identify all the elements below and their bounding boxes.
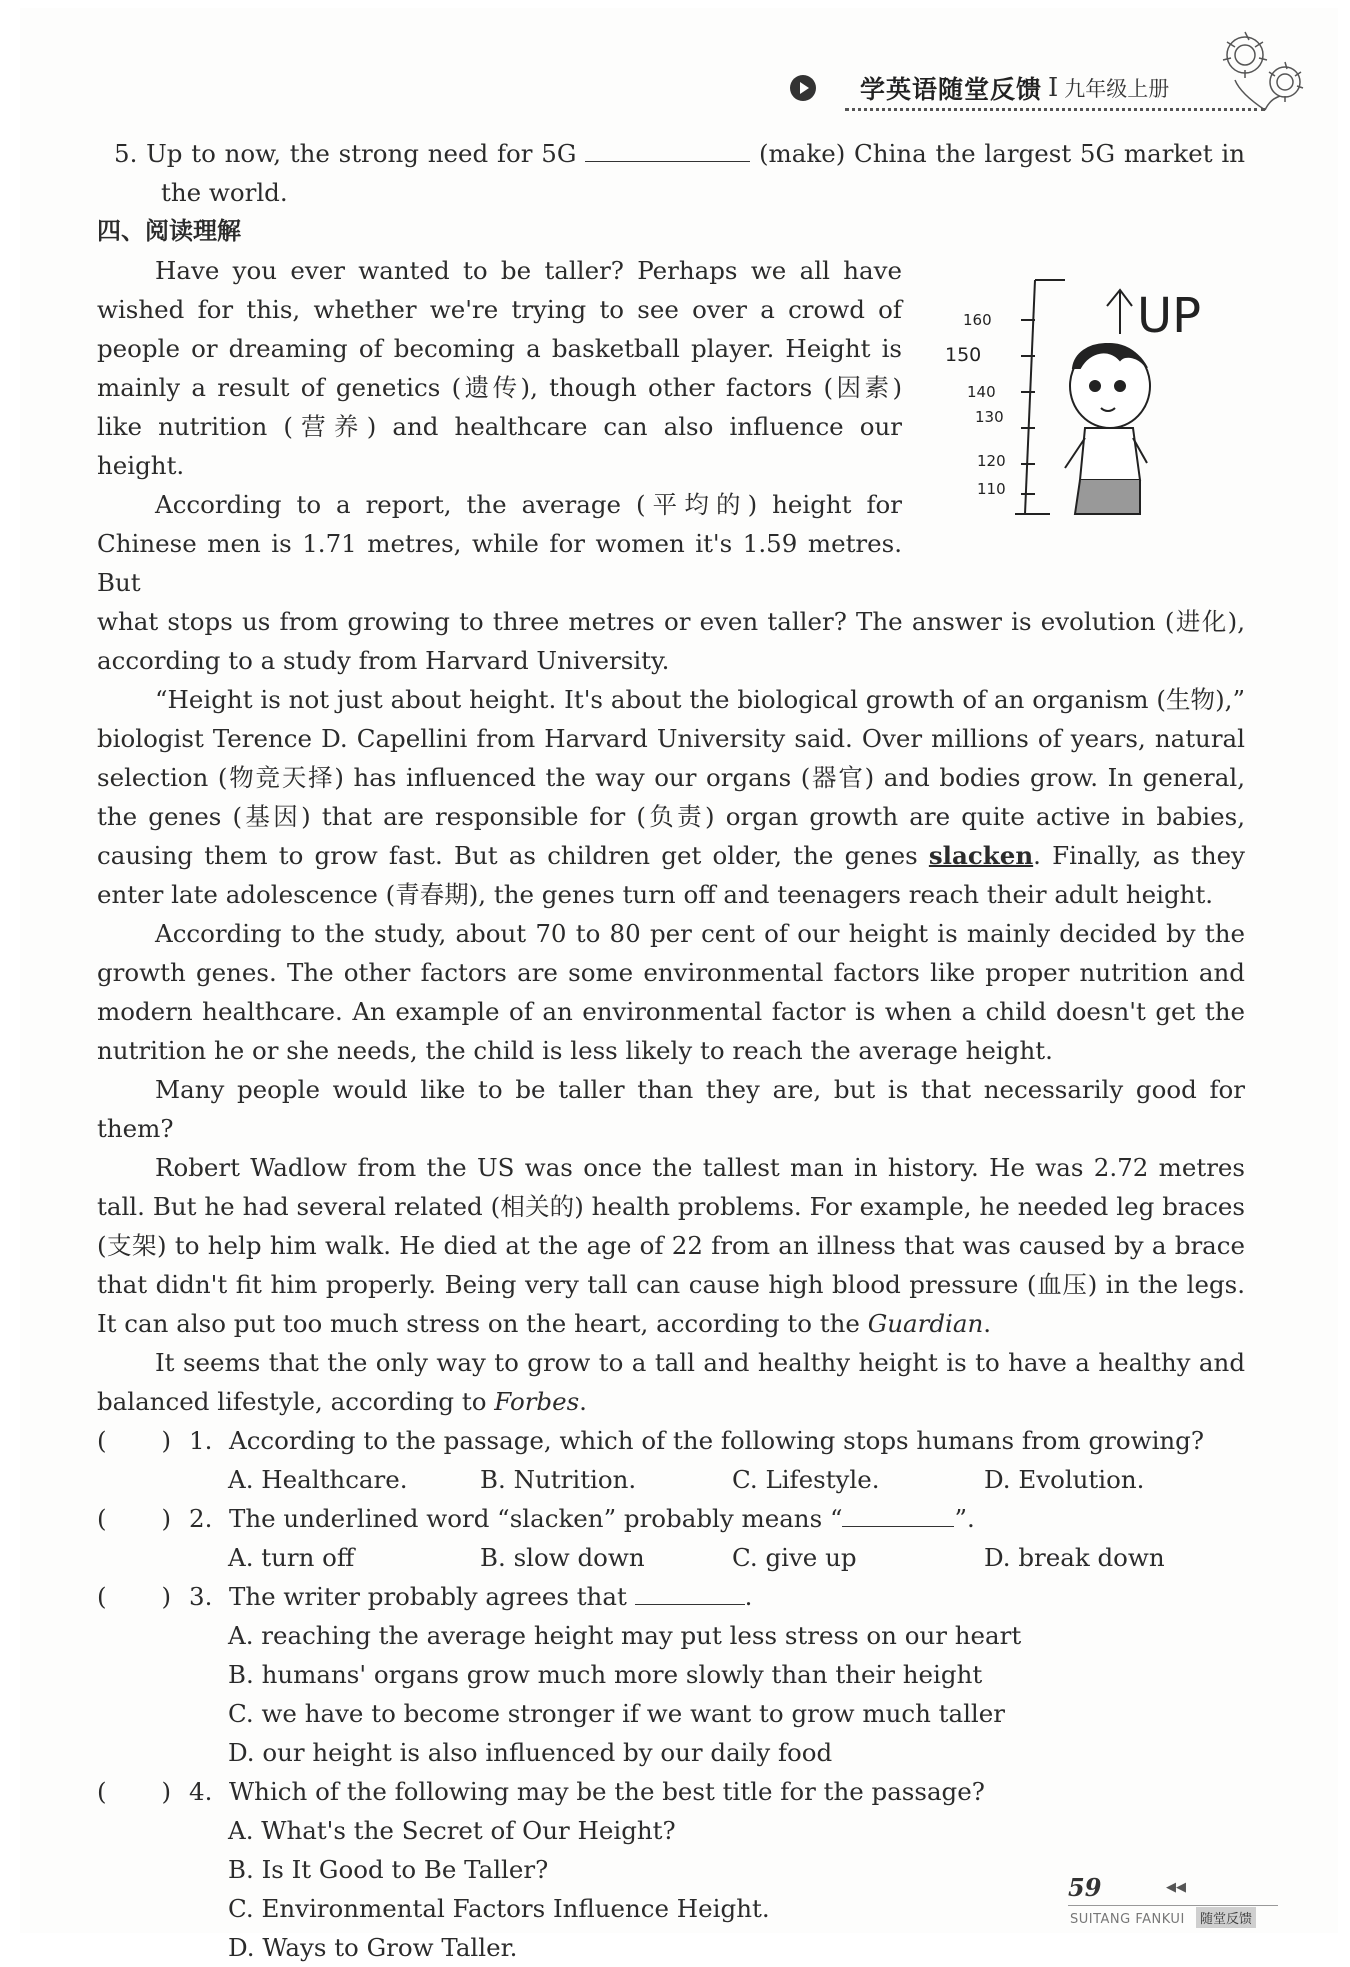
option-b[interactable]: B. Is It Good to Be Taller? (228, 1855, 549, 1884)
option-c[interactable]: C. Environmental Factors Influence Height. (228, 1894, 770, 1923)
height-label-150: 150 (945, 344, 982, 366)
height-label-140: 140 (967, 383, 996, 401)
passage-paragraph-6 (97, 1148, 1245, 1343)
header-dotted-rule (845, 108, 1265, 111)
option-b[interactable]: B. humans' organs grow much more slowly than their height (228, 1660, 983, 1689)
option-b[interactable]: B. slow down (480, 1543, 645, 1572)
question-number: 3. (189, 1582, 213, 1611)
source-forbes: Forbes (494, 1387, 580, 1416)
grade-label: 九年级上册 (1064, 77, 1170, 101)
passage-paragraph-7 (97, 1343, 1245, 1421)
sunflower-decoration-icon (1205, 20, 1320, 135)
paragraph-7-text-a: It seems that the only way to grow to a tall and healthy height is to have a healthy and balanced lifestyle, according to (97, 1348, 1245, 1416)
paragraph-3-text-a: “Height is not just about height. It's about the biological growth of an organism (生物),” biologist Terence D. Capellini from Harvard University said. Over millions of years, natural selection (物竞天择) has influenced the way our organs (器官) and bodies grow. In general, the genes (基因) that are responsible for (负责) organ growth are quite active in babies, causing them to grow fast. But as children get older, the genes (97, 685, 1245, 870)
section-title: 四、阅读理解 (97, 217, 241, 245)
height-label-130: 130 (975, 408, 1004, 426)
question-number: 2. (189, 1504, 213, 1533)
play-circle-icon (790, 75, 816, 101)
passage-paragraph-2-part-2: what stops us from growing to three metres or even taller? The answer is evolution (进化), according to a study from Harvard University. (97, 607, 1245, 675)
option-a[interactable]: A. What's the Secret of Our Height? (228, 1816, 676, 1845)
footer-rule (1068, 1905, 1278, 1906)
passage-paragraph-2-part-1: According to a report, the average (平均的) height for Chinese men is 1.71 metres, while for women it's 1.59 metres. But (97, 490, 902, 597)
passage-paragraph-4: According to the study, about 70 to 80 per cent of our height is mainly decided by the growth genes. The other factors are some environmental factors like proper nutrition and modern healthcare. An example of an environmental factor is when a child doesn't get the nutrition he or she needs, the child is less likely to reach the average height. (97, 919, 1245, 1065)
paragraph-3-text-b: . Finally, as they enter late adolescence (青春期), the genes turn off and teenagers reach their adult height. (97, 841, 1245, 909)
footer-pinyin: SUITANG FANKUI (1070, 1912, 1185, 1927)
height-label-160: 160 (963, 311, 992, 329)
page-content (97, 134, 1245, 1967)
option-a[interactable]: A. reaching the average height may put less stress on our heart (228, 1621, 1022, 1650)
question-3 (97, 1577, 1245, 1616)
exercise-5-text-before: Up to now, the strong need for 5G (146, 139, 586, 168)
book-title: 学英语随堂反馈 (860, 75, 1043, 104)
question-3-blank[interactable] (635, 1581, 745, 1605)
exercise-5 (114, 134, 1245, 212)
question-1-options (97, 1460, 1245, 1499)
question-text: Which of the following may be the best title for the passage? (229, 1777, 985, 1806)
passage-paragraph-1: Have you ever wanted to be taller? Perhaps we all have wished for this, whether we're trying to see over a crowd of people or dreaming of becoming a basketball player. Height is mainly a result of genetics (遗传), though other factors (因素) like nutrition (营养) and healthcare can also influence our height. (97, 256, 902, 480)
exercise-5-text-after: (make) China the largest 5G market in the world. (161, 139, 1245, 207)
height-label-120: 120 (977, 452, 1006, 470)
question-2-blank[interactable] (842, 1503, 954, 1527)
passage-paragraph-3 (97, 680, 1245, 914)
option-d[interactable]: D. our height is also influenced by our daily food (228, 1738, 833, 1767)
option-c[interactable]: C. Lifestyle. (732, 1465, 880, 1494)
exercise-5-blank[interactable] (585, 138, 750, 162)
option-a[interactable]: A. Healthcare. (228, 1465, 408, 1494)
option-d[interactable]: D. Ways to Grow Taller. (228, 1933, 518, 1962)
question-number: 1. (189, 1426, 213, 1455)
back-arrows-icon: ◀◀ (1166, 1880, 1186, 1895)
answer-bracket[interactable]: ( ) (97, 1777, 171, 1806)
question-text: The underlined word “slacken” probably means “ ”. (229, 1504, 975, 1533)
answer-bracket[interactable]: ( ) (97, 1426, 171, 1455)
option-b[interactable]: B. Nutrition. (480, 1465, 637, 1494)
option-a[interactable]: A. turn off (228, 1543, 355, 1572)
question-1 (97, 1421, 1245, 1460)
source-guardian: Guardian (867, 1309, 984, 1338)
question-2-options (97, 1538, 1245, 1577)
answer-bracket[interactable]: ( ) (97, 1504, 171, 1533)
page-header (790, 68, 1169, 108)
option-d[interactable]: D. Evolution. (984, 1465, 1145, 1494)
question-text: According to the passage, which of the following stops humans from growing? (229, 1426, 1204, 1455)
question-number: 4. (189, 1777, 213, 1806)
option-c[interactable]: C. we have to become stronger if we want to grow much taller (228, 1699, 1005, 1728)
question-4 (97, 1772, 1245, 1811)
paragraph-6-text-b: . (983, 1309, 992, 1338)
question-text: The writer probably agrees that . (229, 1582, 753, 1611)
passage-paragraph-5: Many people would like to be taller than they are, but is that necessarily good for them? (97, 1075, 1245, 1143)
height-label-110: 110 (977, 480, 1006, 498)
question-2 (97, 1499, 1245, 1538)
footer-label: 随堂反馈 (1196, 1907, 1256, 1928)
answer-bracket[interactable]: ( ) (97, 1582, 171, 1611)
up-caption: UP (1137, 288, 1202, 344)
paragraph-7-text-b: . (579, 1387, 587, 1416)
option-c[interactable]: C. give up (732, 1543, 857, 1572)
exercise-5-number: 5. (114, 139, 138, 168)
paragraph-6-text-a: Robert Wadlow from the US was once the tallest man in history. He was 2.72 metres tall. But he had several related (相关的) health problems. For example, he needed leg braces (支架) to help him walk. He died at the age of 22 from an illness that was caused by a brace that didn't fit him properly. Being very tall can cause high blood pressure (血压) in the legs. It can also put too much stress on the heart, according to the (97, 1153, 1245, 1338)
underlined-word-slacken: slacken (928, 841, 1034, 870)
option-d[interactable]: D. break down (984, 1543, 1165, 1572)
page-number: 59 (1068, 1873, 1102, 1902)
header-separator: I (1048, 73, 1059, 103)
